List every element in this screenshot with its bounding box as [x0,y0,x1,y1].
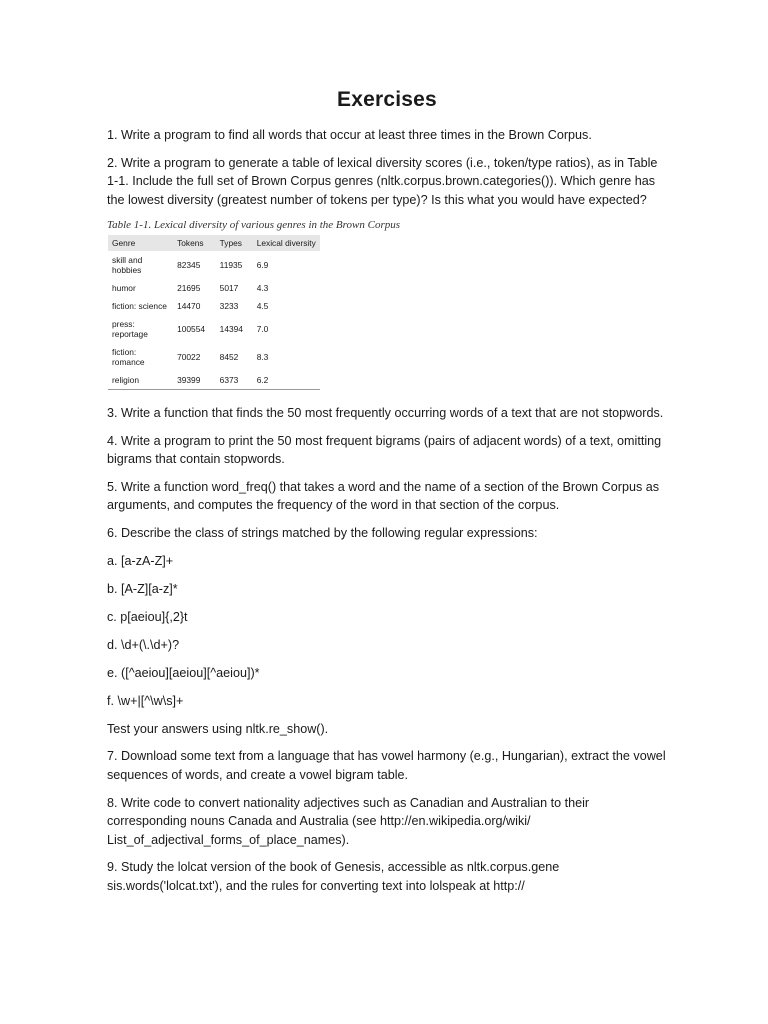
document-page [107,88,667,905]
exercise-5: 5. Write a function word_freq() that takes a word and the name of a section of the Brown Corpus as arguments, and computes the frequency of the word in that section of the corpus. [107,479,660,513]
exercise-7: 7. Download some text from a language that has vowel harmony (e.g., Hungarian), extract the vowel sequences of words, and create a vowel bigram table. [107,749,666,782]
regex-b: b. [A-Z][a-z]* [107,581,178,596]
table-row [108,315,320,343]
table-row [108,251,320,279]
cell-diversity: 6.2 [253,371,320,390]
cell-diversity: 4.5 [256,300,269,311]
cell-tokens: 82345 [177,259,201,270]
table-row [108,343,320,371]
table-caption: Table 1-1. Lexical diversity of various genres in the Brown Corpus [107,218,401,231]
cell-genre: press: reportage [112,318,148,339]
regex-f: f. \w+|[^\w\s]+ [107,693,184,708]
header-genre: Genre [108,235,173,251]
cell-types: 3233 [219,300,239,311]
cell-diversity: 6.9 [256,259,269,270]
header-lexical-diversity: Lexical diversity [253,235,320,251]
lexical-diversity-table [108,235,320,390]
exercise-9: 9. Study the lolcat version of the book of Genesis, accessible as nltk.corpus.gene sis.words('lolcat.txt'), and the rules for converting text into lolspeak at http:// [107,860,560,893]
cell-genre: religion [108,371,173,390]
exercise-1: 1. Write a program to find all words that occur at least three times in the Brown Corpus. [107,128,592,142]
page-title: Exercises [337,88,437,111]
cell-tokens: 100554 [177,323,206,334]
cell-types: 11935 [219,259,243,270]
cell-genre: fiction: romance [112,346,145,367]
exercise-3: 3. Write a function that finds the 50 most frequently occurring words of a text that are not stopwords. [107,405,664,420]
exercise-8: 8. Write code to convert nationality adjectives such as Canadian and Australian to their corresponding nouns Canada and Australia (see http://en.wikipedia.org/wiki/ List_of_adjectival_forms_of_place_names). [107,795,590,847]
table-row [108,371,320,390]
cell-tokens: 70022 [177,351,201,362]
header-types: Types [216,235,253,251]
header-tokens: Tokens [173,235,216,251]
cell-diversity: 8.3 [256,351,269,362]
table-row [108,279,320,297]
cell-diversity: 7.0 [256,323,269,334]
cell-diversity: 4.3 [256,282,269,293]
cell-types: 8452 [219,351,239,362]
cell-types: 6373 [216,371,253,390]
cell-genre: fiction: science [112,300,167,311]
table-row [108,297,320,315]
regex-c: c. p[aeiou]{,2}t [107,609,188,624]
cell-tokens: 39399 [173,371,216,390]
cell-types: 5017 [219,282,239,293]
cell-tokens: 21695 [177,282,201,293]
exercise-6: 6. Describe the class of strings matched by the following regular expressions: [107,526,538,541]
test-note: Test your answers using nltk.re_show(). [107,721,329,736]
exercise-4: 4. Write a program to print the 50 most frequent bigrams (pairs of adjacent words) of a text, omitting bigrams that contain stopwords. [107,433,662,466]
cell-types: 14394 [219,323,243,334]
regex-d: d. \d+(\.\d+)? [107,637,180,652]
table-header-row [108,235,320,251]
cell-genre: skill and hobbies [112,254,143,275]
exercise-2: 2. Write a program to generate a table of lexical diversity scores (i.e., token/type ratios), as in Table 1-1. Include the full set of Brown Corpus genres (nltk.corpus.brown.categories()). Which genre has the lowest diversity (greatest number of tokens per type)? Is this what you would have expected? [107,155,658,207]
regex-e: e. ([^aeiou][aeiou][^aeiou])* [107,665,260,680]
regex-a: a. [a-zA-Z]+ [107,554,174,569]
cell-tokens: 14470 [177,300,201,311]
cell-genre: humor [112,282,136,293]
